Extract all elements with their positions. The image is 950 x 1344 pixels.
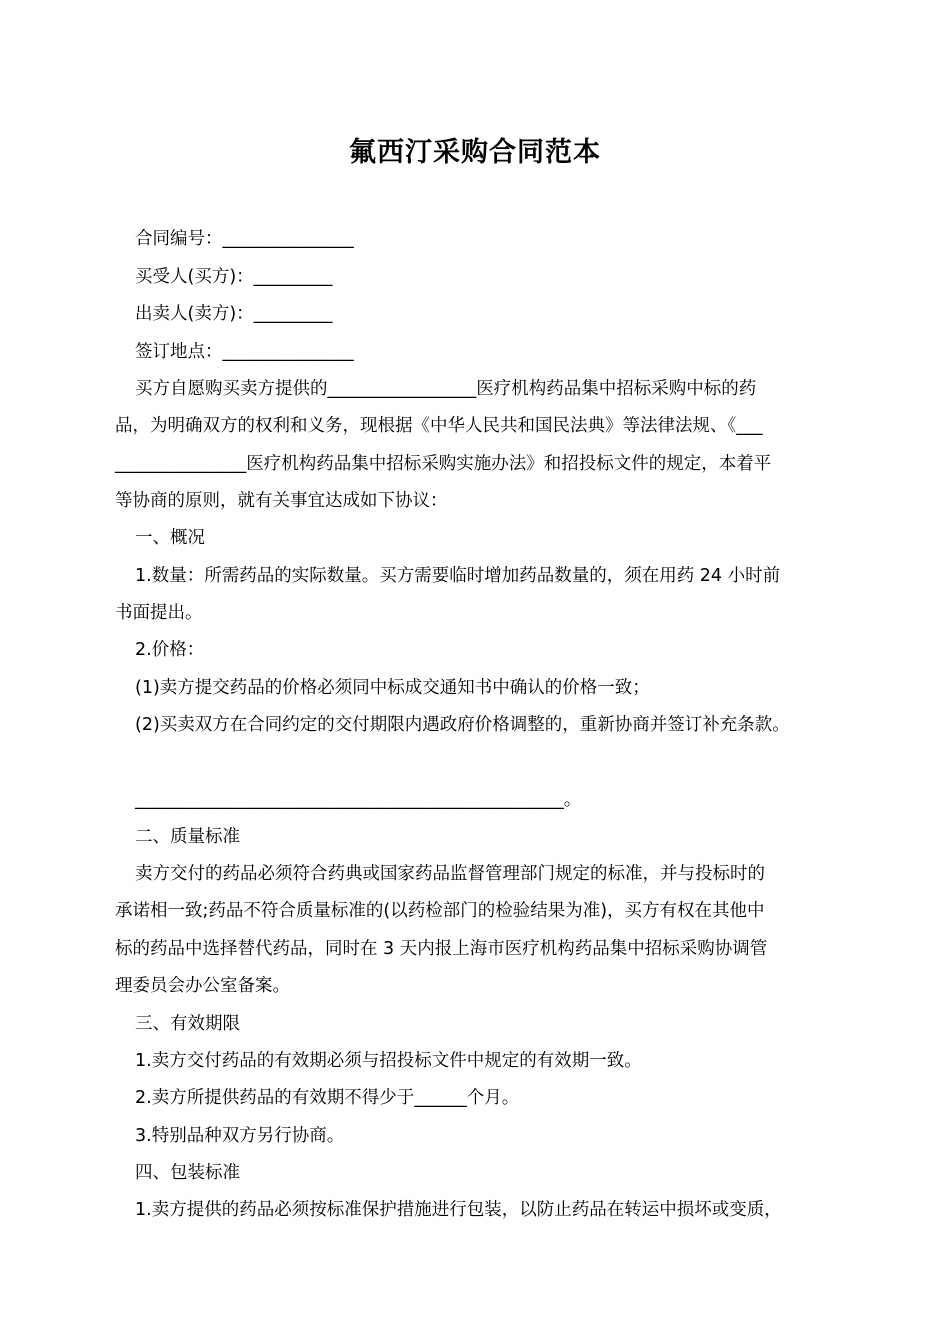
document-title: 氟西汀采购合同范本 — [349, 137, 601, 168]
clause-line: 1.卖方提供的药品必须按标准保护措施进行包装，以防止药品在转运中损坏或变质， — [135, 1200, 782, 1220]
intro-line: 品，为明确双方的权利和义务，现根据《中华人民共和国民法典》等法律法规、《___ — [115, 416, 763, 436]
clause-line: (1)卖方提交药品的价格必须同中标成交通知书中确认的价格一致； — [135, 678, 650, 698]
clause-line: 2.卖方所提供药品的有效期不得少于______个月。 — [135, 1088, 520, 1108]
intro-line: 等协商的原则，就有关事宜达成如下协议： — [115, 491, 448, 511]
seller-field: 出卖人(卖方)：_________ — [135, 304, 333, 324]
buyer-field: 买受人(买方)：_________ — [135, 267, 333, 287]
section-heading: 四、包装标准 — [135, 1163, 240, 1183]
contract-number-field: 合同编号：_______________ — [135, 229, 354, 249]
clause-line: 1.数量：所需药品的实际数量。买方需要临时增加药品数量的，须在用药 24 小时前 — [135, 566, 781, 586]
clause-line: 标的药品中选择替代药品，同时在 3 天内报上海市医疗机构药品集中招标采购协调管 — [115, 939, 768, 959]
clause-line: 3.特别品种双方另行协商。 — [135, 1126, 345, 1146]
clause-line: 1.卖方交付药品的有效期必须与招投标文件中规定的有效期一致。 — [135, 1051, 642, 1071]
intro-line: _______________医疗机构药品集中招标采购实施办法》和招投标文件的规定，本着平 — [115, 454, 772, 474]
clause-line: 卖方交付的药品必须符合药典或国家药品监督管理部门规定的标准，并与投标时的 — [135, 864, 765, 884]
blank-fill-line: _________________________________________________。 — [135, 790, 582, 810]
section-heading: 一、概况 — [135, 528, 205, 548]
clause-line: 理委员会办公室备案。 — [115, 976, 290, 996]
intro-line: 买方自愿购买卖方提供的_________________医疗机构药品集中招标采购中标的药 — [135, 379, 757, 399]
section-heading: 三、有效期限 — [135, 1014, 240, 1034]
clause-line: 2.价格： — [135, 640, 205, 660]
signing-place-field: 签订地点：_______________ — [135, 342, 354, 362]
clause-line: 书面提出。 — [115, 603, 203, 623]
clause-line: 承诺相一致;药品不符合质量标准的(以药检部门的检验结果为准)，买方有权在其他中 — [115, 901, 765, 921]
section-heading: 二、质量标准 — [135, 827, 240, 847]
clause-line: (2)买卖双方在合同约定的交付期限内遇政府价格调整的，重新协商并签订补充条款。 — [135, 715, 790, 735]
